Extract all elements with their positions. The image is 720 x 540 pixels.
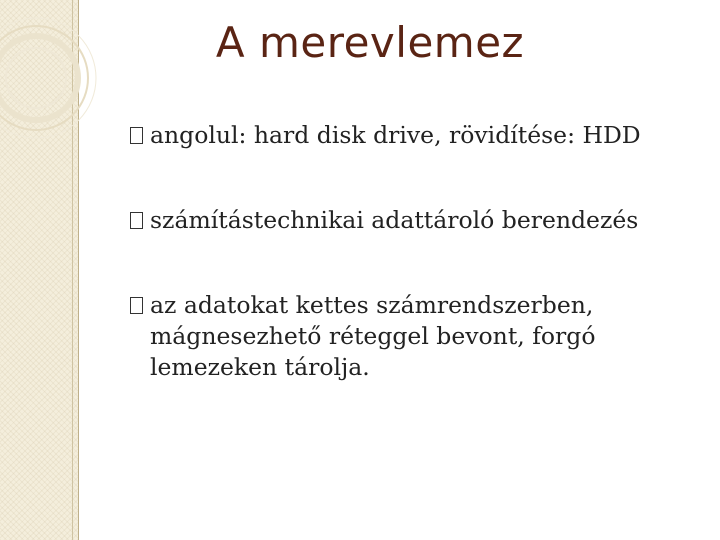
bullet-list	[130, 120, 690, 437]
bullet-item	[130, 290, 690, 383]
bullet-item	[130, 120, 690, 151]
missing-glyph-box-icon	[130, 212, 143, 229]
decorative-circle	[6, 48, 66, 108]
bullet-item	[130, 205, 690, 236]
bullet-text: angolul: hard disk drive, rövidítése: HDD	[150, 121, 641, 149]
bullet-text: az adatokat kettes számrendszerben, mágnesezhető réteggel bevont, forgó lemezeken tárolja.	[150, 291, 596, 381]
missing-glyph-box-icon	[130, 127, 143, 144]
missing-glyph-box-icon	[130, 297, 143, 314]
bullet-text: számítástechnikai adattároló berendezés	[150, 206, 639, 234]
slide-title: A merevlemez	[215, 18, 525, 67]
